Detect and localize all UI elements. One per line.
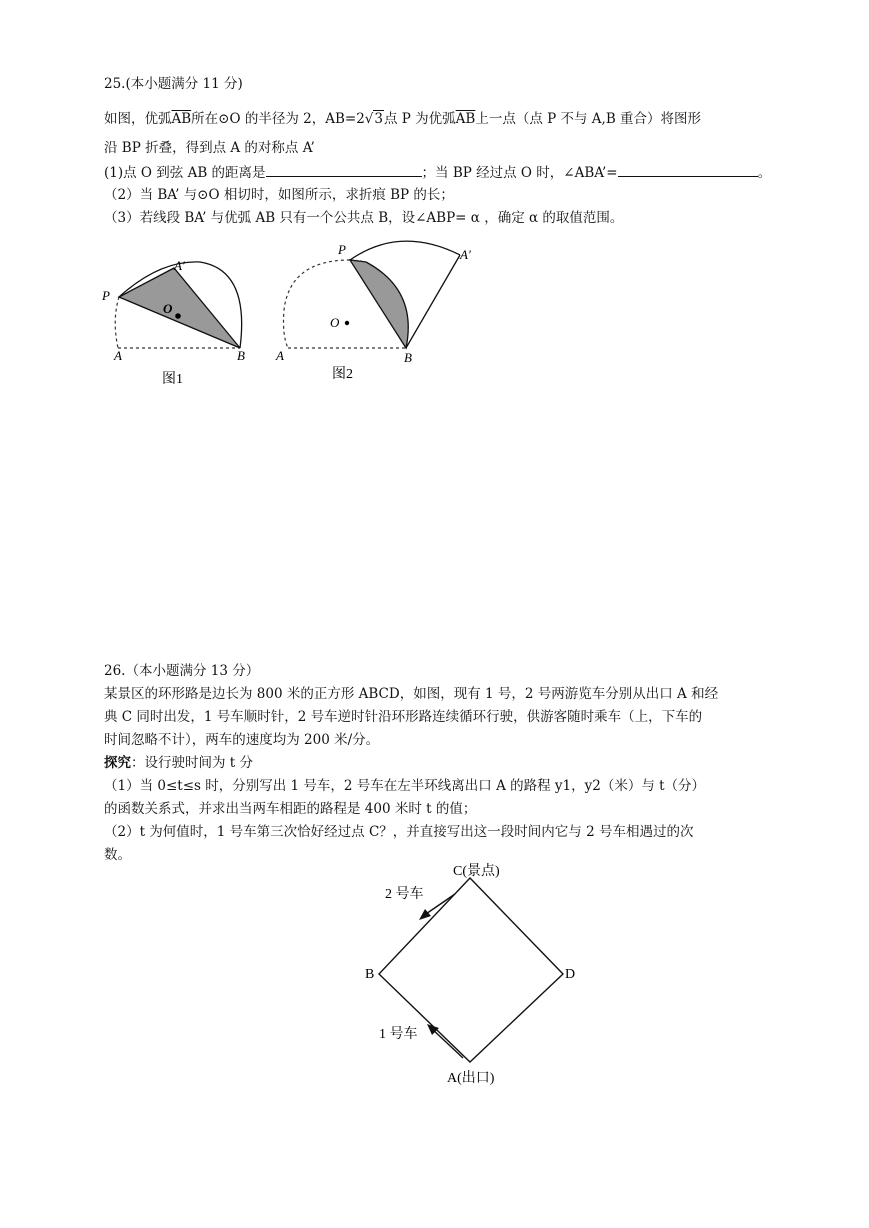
fig2-label-o: O (330, 315, 340, 330)
q26-line1: 某景区的环形路是边长为 800 米的正方形 ABCD，如图，现有 1 号，2 号两游览车分别从出口 A 和经 (104, 686, 719, 702)
fig1-dashed-arc (115, 297, 119, 348)
fig2-label-p: P (338, 242, 346, 257)
fig1-label-o: O (163, 301, 173, 316)
explore-label: 探究 (104, 755, 131, 771)
q26-line5: （1）当 0≤t≤s 时，分别写出 1 号车，2 号车在左半环线离出口 A 的路程 y1，y2（米）与 t（分） (104, 778, 706, 794)
label-car2: 2 号车 (385, 887, 424, 902)
arc-ab-2: $\overline{AB}$ (455, 111, 476, 127)
q26-line3: 时间忽略不计），两车的速度均为 200 米/分。 (104, 732, 380, 748)
fig1-label-a1: A′ (174, 258, 185, 273)
q26-line8: 数。 (104, 847, 131, 863)
q25-line3: (1)点 O 到弦 AB 的距离是 ；当 BP 经过点 O 时，∠ABA’= 。 (104, 165, 772, 181)
figure-2 (270, 230, 490, 390)
fig1-caption: 图1 (162, 372, 183, 387)
fig2-label-a1: A′ (460, 247, 471, 262)
q26-line6: 的函数关系式，并求出当两车相距的路程是 400 米时 t 的值； (104, 801, 477, 817)
fig2-shaded-region (350, 260, 408, 348)
q25-title: 25.(本小题满分 11 分) (104, 76, 243, 92)
answer-blank-2[interactable] (618, 163, 758, 177)
arc-ab: $\overline{AB}$ (171, 111, 192, 127)
answer-blank-1[interactable] (266, 163, 422, 177)
q25-line2: 沿 BP 折叠，得到点 A 的对称点 A’ (104, 140, 315, 156)
label-car1: 1 号车 (379, 1027, 418, 1042)
q25-line4: （2）当 BA’ 与⊙O 相切时，如图所示，求折痕 BP 的长； (104, 187, 454, 203)
sqrt-value: 3 (374, 111, 383, 127)
q26-line2: 典 C 同时出发，1 号车顺时针，2 号车逆时针沿环形路连续循环行驶，供游客随时乘车（上，下车的 (104, 709, 703, 725)
fig2-label-a: A (276, 348, 284, 363)
label-b: B (365, 967, 375, 982)
fig1-label-b: B (237, 348, 245, 363)
car2-arrow-head (419, 909, 431, 920)
fig1-center-dot (175, 313, 181, 319)
fig2-dashed-arc (284, 260, 351, 348)
label-a: A(出口) (447, 1071, 495, 1086)
q26-title: 26.（本小题满分 13 分） (104, 663, 260, 679)
label-d: D (565, 967, 576, 982)
fig2-folded-arc (350, 241, 460, 260)
q26-line4: 探究：设行驶时间为 t 分 (104, 755, 254, 771)
q25-line1: 如图，优弧$\overline{AB}$所在⊙O 的半径为 2，AB=2√3点 P 为优弧$\overline{AB}$上一点（点 P 不与 A,B 重合）将图形 (104, 111, 702, 127)
fig2-caption: 图2 (332, 367, 353, 382)
fig2-center-dot (345, 321, 349, 325)
label-c: C(景点) (453, 864, 500, 879)
car1-arrow-line (431, 1028, 463, 1058)
fig1-label-p: P (102, 288, 110, 303)
q26-line7: （2）t 为何值时，1 号车第三次恰好经过点 C？，并直接写出这一段时间内它与 2 号车相遇过的次 (104, 824, 694, 840)
figure-1 (100, 250, 260, 390)
fig2-line-a1b (406, 255, 460, 348)
q25-line5: （3）若线段 BA’ 与优弧 AB 只有一个公共点 B，设∠ABP= α ，确定 α 的取值范围。 (104, 210, 624, 226)
fig2-label-b: B (404, 350, 412, 365)
fig1-label-a: A (114, 348, 122, 363)
route-diagram (355, 858, 615, 1093)
fig1-shaded-triangle (119, 268, 240, 348)
